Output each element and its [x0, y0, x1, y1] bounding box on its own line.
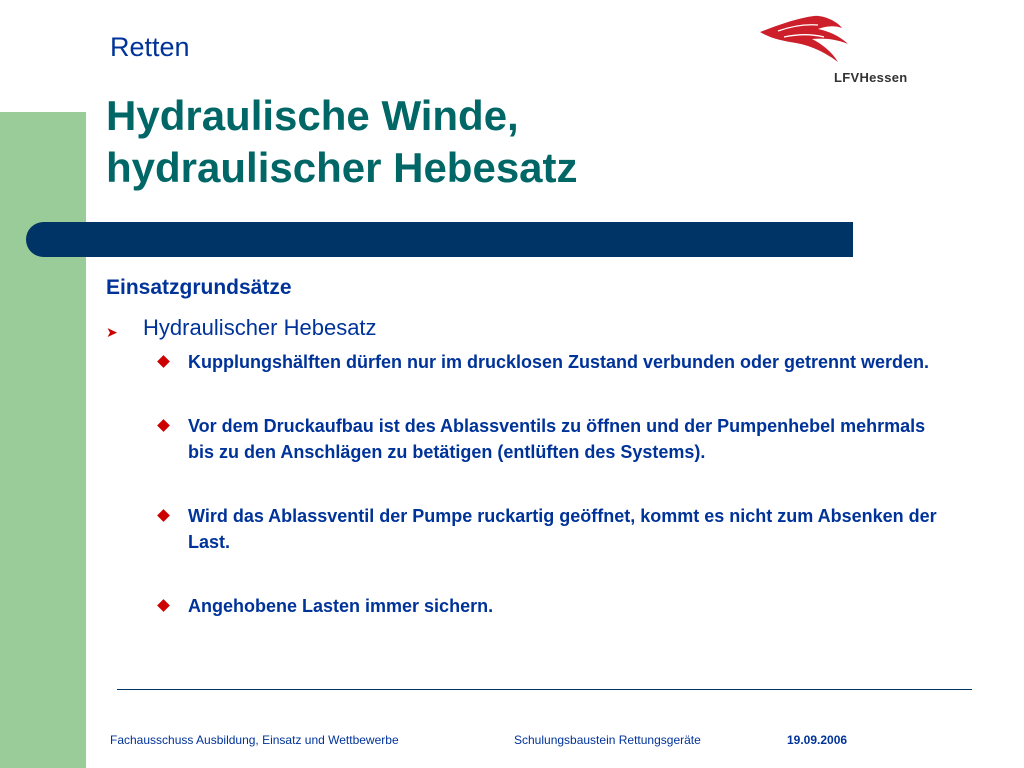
diamond-icon — [157, 509, 170, 522]
bullet-level1 — [106, 315, 956, 341]
bullet-level2 — [106, 413, 956, 465]
slide-content — [106, 275, 956, 619]
bullet-level2-text: Angehobene Lasten immer sichern. — [188, 596, 494, 616]
bullet-level2-text: Vor dem Druckaufbau ist des Ablassventils zu öffnen und der Pumpenhebel mehrmals bis zu den Anschlägen zu betätigen (entlüften des Systems). — [188, 416, 926, 462]
red-bird-logo-icon — [756, 12, 856, 68]
footer-divider — [117, 689, 972, 690]
slide-title-line-1: Hydraulische Winde, — [106, 92, 519, 139]
bullet-level2 — [106, 593, 956, 619]
footer-date: 19.09.2006 — [787, 733, 848, 747]
lfv-hessen-logo — [756, 12, 926, 92]
arrow-right-icon: ➤ — [106, 324, 118, 340]
footer-module: Schulungsbaustein Rettungsgeräte — [514, 733, 701, 747]
slide-title-line-2: hydraulischer Hebesatz — [106, 144, 578, 191]
bullet-level2 — [106, 503, 956, 555]
logo-text: LFVHessen — [834, 70, 908, 85]
diamond-icon — [157, 599, 170, 612]
content-heading: Einsatzgrundsätze — [106, 276, 292, 299]
bullet-level2-text: Kupplungshälften dürfen nur im drucklosen Zustand verbunden oder getrennt werden. — [188, 352, 930, 372]
footer-committee: Fachausschuss Ausbildung, Einsatz und Wettbewerbe — [110, 733, 399, 747]
bullet-level1-text: Hydraulischer Hebesatz — [143, 315, 377, 340]
bullet-level2-text: Wird das Ablassventil der Pumpe ruckartig geöffnet, kommt es nicht zum Absenken der Last. — [188, 506, 937, 552]
side-decoration-bar — [0, 112, 86, 768]
bullet-level2 — [106, 349, 956, 375]
title-divider-bar — [26, 222, 853, 257]
section-title: Retten — [110, 32, 190, 62]
diamond-icon — [157, 355, 170, 368]
diamond-icon — [157, 419, 170, 432]
slide-title — [106, 90, 578, 194]
